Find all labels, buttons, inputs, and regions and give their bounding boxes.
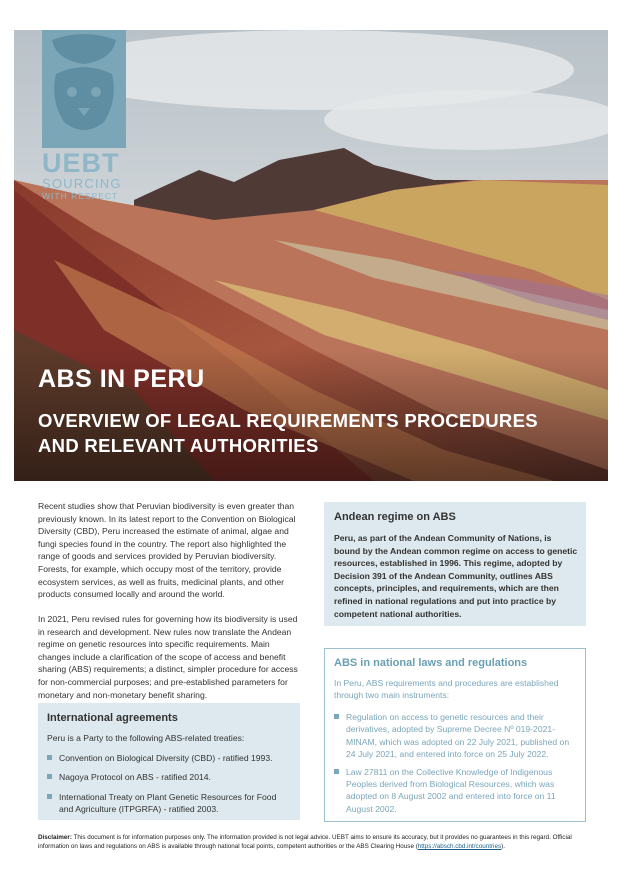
andean-regime-box bbox=[324, 502, 586, 626]
list-item: Law 27811 on the Collective Knowledge of Indigenous Peoples derived from Biological Resources, which was adopted on 8 August 2002 and entered into force on 11 August 2002. bbox=[334, 766, 578, 816]
national-laws-intro: In Peru, ABS requirements and procedures are established through two main instruments: bbox=[334, 678, 559, 701]
intro-paragraph-2: In 2021, Peru revised rules for governing how its biodiversity is used in research and development. New rules now translate the Andean regime on genetic resources into specific requirements. Main changes include a clarification of the scope of access and benefit sharing (ABS) requirements; a distinct, simpler procedure for access for non-commercial purposes; and pre-established parameters for monetary and non-monetary benefit sharing. bbox=[38, 614, 298, 700]
page-subtitle: OVERVIEW OF LEGAL REQUIREMENTS PROCEDURES AND RELEVANT AUTHORITIES bbox=[38, 410, 538, 456]
logo-sourcing: SOURCING bbox=[42, 176, 122, 191]
logo-uebt: UEBT bbox=[42, 148, 120, 178]
logo-puma-icon bbox=[42, 30, 126, 148]
list-item: Nagoya Protocol on ABS - ratified 2014. bbox=[47, 771, 292, 783]
andean-regime-text: Peru, as part of the Andean Community of Nations, is bound by the Andean common regime on access to genetic resources, established in 1996. This regime, adopted by Decision 391 of the Andean Community, outlines ABS concepts, principles, and requirements, which are then refined in national regulations and put into practice by competent national authorities. bbox=[334, 533, 578, 619]
logo-text bbox=[42, 150, 142, 201]
national-laws-title: ABS in national laws and regulations bbox=[334, 657, 528, 669]
list-item: International Treaty on Plant Genetic Resources for Food and Agriculture (ITPGRFA) - ratified 2003. bbox=[47, 791, 292, 816]
treaty-list bbox=[47, 752, 292, 816]
page-title: ABS IN PERU bbox=[38, 365, 205, 393]
list-item: Regulation on access to genetic resources and their derivatives, adopted by Supreme Decree Nº 019-2021-MINAM, which was adopted on 22 July 2021, published on 24 July 2021, and entered into force on 25 July 2022. bbox=[334, 711, 578, 761]
list-item: Convention on Biological Diversity (CBD) - ratified 1993. bbox=[47, 752, 292, 764]
national-laws-list bbox=[334, 711, 578, 815]
bullet-icon bbox=[334, 714, 339, 719]
national-laws-box bbox=[324, 648, 586, 822]
disclaimer-end: ). bbox=[501, 843, 505, 850]
logo-with-respect: WITH RESPECT bbox=[42, 191, 119, 201]
international-agreements-intro: Peru is a Party to the following ABS-related treaties: bbox=[47, 733, 245, 743]
abs-clearing-house-link[interactable]: https://absch.cbd.int/countries bbox=[417, 843, 502, 850]
andean-regime-title: Andean regime on ABS bbox=[334, 511, 456, 523]
disclaimer-label: Disclaimer: bbox=[38, 834, 72, 841]
disclaimer-text: This document is for information purposes only. The information provided is not legal advice. UEBT aims to ensure its accuracy, but it provides no guarantees in this regard. Official information on laws and regulations on ABS is available through national focal points, competent authorities or the ABS Clearing House ( bbox=[38, 834, 572, 850]
bullet-icon bbox=[47, 755, 52, 760]
bullet-icon bbox=[47, 774, 52, 779]
bullet-icon bbox=[47, 794, 52, 799]
disclaimer bbox=[38, 833, 594, 851]
intro-paragraph-1: Recent studies show that Peruvian biodiversity is even greater than previously known. In its latest report to the Convention on Biological Diversity (CBD), Peru increased the estimate of animal, algae and fungi species found in the country. The report also highlighted the range of goods and services provided by Peruvian biodiversity. Forests, for example, which occupy most of the territory, provide ecosystem services, as well as fruits, medicinal plants, and other products consumed locally and around the world. bbox=[38, 501, 296, 600]
international-agreements-box bbox=[38, 703, 300, 820]
international-agreements-title: International agreements bbox=[47, 712, 178, 724]
bullet-icon bbox=[334, 769, 339, 774]
